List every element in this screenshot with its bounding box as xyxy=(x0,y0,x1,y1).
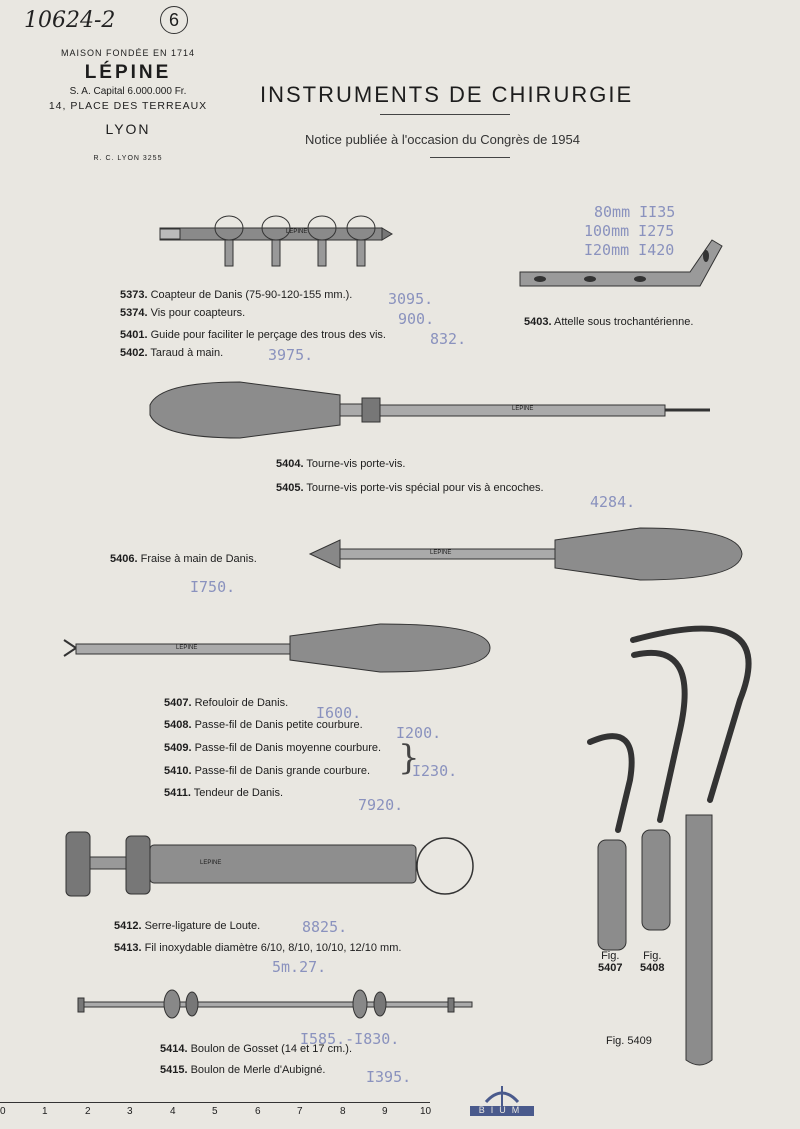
item-5402: 5402. Taraud à main. xyxy=(120,347,224,359)
serre-ligature-illustration xyxy=(66,832,473,896)
boulon-illustration xyxy=(78,990,472,1018)
item-5406: 5406. Fraise à main de Danis. xyxy=(110,553,257,565)
price-5401: 832. xyxy=(430,330,467,348)
brand-mark-fraise: LEPINE xyxy=(430,550,452,556)
company-name: LÉPINE xyxy=(84,62,172,83)
coapteur-illustration xyxy=(160,216,392,266)
price-5402: 3975. xyxy=(268,346,314,364)
refouloir-illustration xyxy=(64,624,490,672)
founded-line: MAISON FONDÉE EN 1714 xyxy=(60,48,196,58)
brand-mark-coapteur: LEPINE xyxy=(286,229,308,235)
price-5415: I395. xyxy=(366,1068,412,1086)
price-5406: I750. xyxy=(190,578,236,596)
ruler-label: 5 xyxy=(212,1106,218,1117)
brand-mark-serre: LEPINE xyxy=(200,860,222,866)
price-5403-120mm: I20mm I420 xyxy=(584,241,675,259)
page-subtitle: Notice publiée à l'occasion du Congrès de 1954 xyxy=(305,132,580,147)
price-5414: I585.-I830. xyxy=(300,1030,400,1048)
city-line: LYON xyxy=(105,121,151,137)
fig-5407-label: Fig. 5407 xyxy=(598,950,623,974)
bium-logo-text: BIUM xyxy=(478,1105,526,1115)
ruler-label: 10 xyxy=(420,1106,432,1117)
address-line: 14, PLACE DES TERREAUX xyxy=(48,100,208,112)
price-5411: 7920. xyxy=(358,796,404,814)
price-5408: I200. xyxy=(396,724,442,742)
ruler-line xyxy=(0,1102,430,1103)
capital-line: S. A. Capital 6.000.000 Fr. xyxy=(69,86,187,97)
brand-mark-refouloir: LEPINE xyxy=(176,645,198,651)
price-5407: I600. xyxy=(316,704,362,722)
item-5407: 5407. Refouloir de Danis. xyxy=(164,697,289,709)
item-5374: 5374. Vis pour coapteurs. xyxy=(120,307,246,319)
item-5408: 5408. Passe-fil de Danis petite courbure. xyxy=(164,719,363,731)
item-5413: 5413. Fil inoxydable diamètre 6/10, 8/10, 10/10, 12/10 mm. xyxy=(114,942,402,954)
registry-line: R. C. LYON 3255 xyxy=(93,155,163,162)
ruler-label: 0 xyxy=(0,1106,6,1117)
ruler-label: 8 xyxy=(340,1106,346,1117)
item-5411: 5411. Tendeur de Danis. xyxy=(164,787,284,799)
price-5405: 4284. xyxy=(590,493,636,511)
ruler-label: 2 xyxy=(85,1106,91,1117)
brace-5409-5410: } xyxy=(398,738,420,778)
item-5405: 5405. Tourne-vis porte-vis spécial pour vis à encoches. xyxy=(276,482,544,494)
ruler-label: 1 xyxy=(42,1106,48,1117)
price-5412: 8825. xyxy=(302,918,348,936)
page-title: INSTRUMENTS DE CHIRURGIE xyxy=(260,82,634,107)
item-5404: 5404. Tourne-vis porte-vis. xyxy=(276,458,406,470)
passe-fil-handles xyxy=(598,815,712,1065)
item-5410: 5410. Passe-fil de Danis grande courbure. xyxy=(164,765,371,777)
ruler-label: 3 xyxy=(127,1106,133,1117)
item-5412: 5412. Serre-ligature de Loute. xyxy=(114,920,261,932)
passe-fil-illustration xyxy=(590,629,749,830)
ruler-label: 6 xyxy=(255,1106,261,1117)
item-5403: 5403. Attelle sous trochantérienne. xyxy=(524,316,694,328)
archive-circled-number: 6 xyxy=(160,6,188,34)
price-5374: 900. xyxy=(398,310,435,328)
price-5373: 3095. xyxy=(388,290,434,308)
ruler-label: 7 xyxy=(297,1106,303,1117)
fig-5409-label: Fig. 5409 xyxy=(606,1035,652,1047)
item-5409: 5409. Passe-fil de Danis moyenne courbure. xyxy=(164,742,382,754)
fraise-illustration xyxy=(310,528,742,580)
archive-number: 10624-2 xyxy=(24,8,116,33)
price-5410: I230. xyxy=(412,762,458,780)
fig-5408-label: Fig. 5408 xyxy=(640,950,665,974)
screwdriver-illustration xyxy=(150,382,710,438)
item-5414: 5414. Boulon de Gosset (14 et 17 cm.). xyxy=(160,1043,353,1055)
scale-ruler xyxy=(0,1102,440,1129)
ruler-label: 9 xyxy=(382,1106,388,1117)
item-5373: 5373. Coapteur de Danis (75-90-120-155 mm.). xyxy=(120,289,353,301)
price-5403-80mm: 80mm II35 xyxy=(594,203,676,221)
brand-mark-screwdriver: LEPINE xyxy=(512,406,534,412)
price-5403-100mm: 100mm I275 xyxy=(584,222,675,240)
bium-logo xyxy=(466,1080,538,1120)
item-5415: 5415. Boulon de Merle d'Aubigné. xyxy=(160,1064,326,1076)
item-5401: 5401. Guide pour faciliter le perçage des trous des vis. xyxy=(120,329,386,341)
ruler-label: 4 xyxy=(170,1106,176,1117)
price-5413: 5m.27. xyxy=(272,958,327,976)
